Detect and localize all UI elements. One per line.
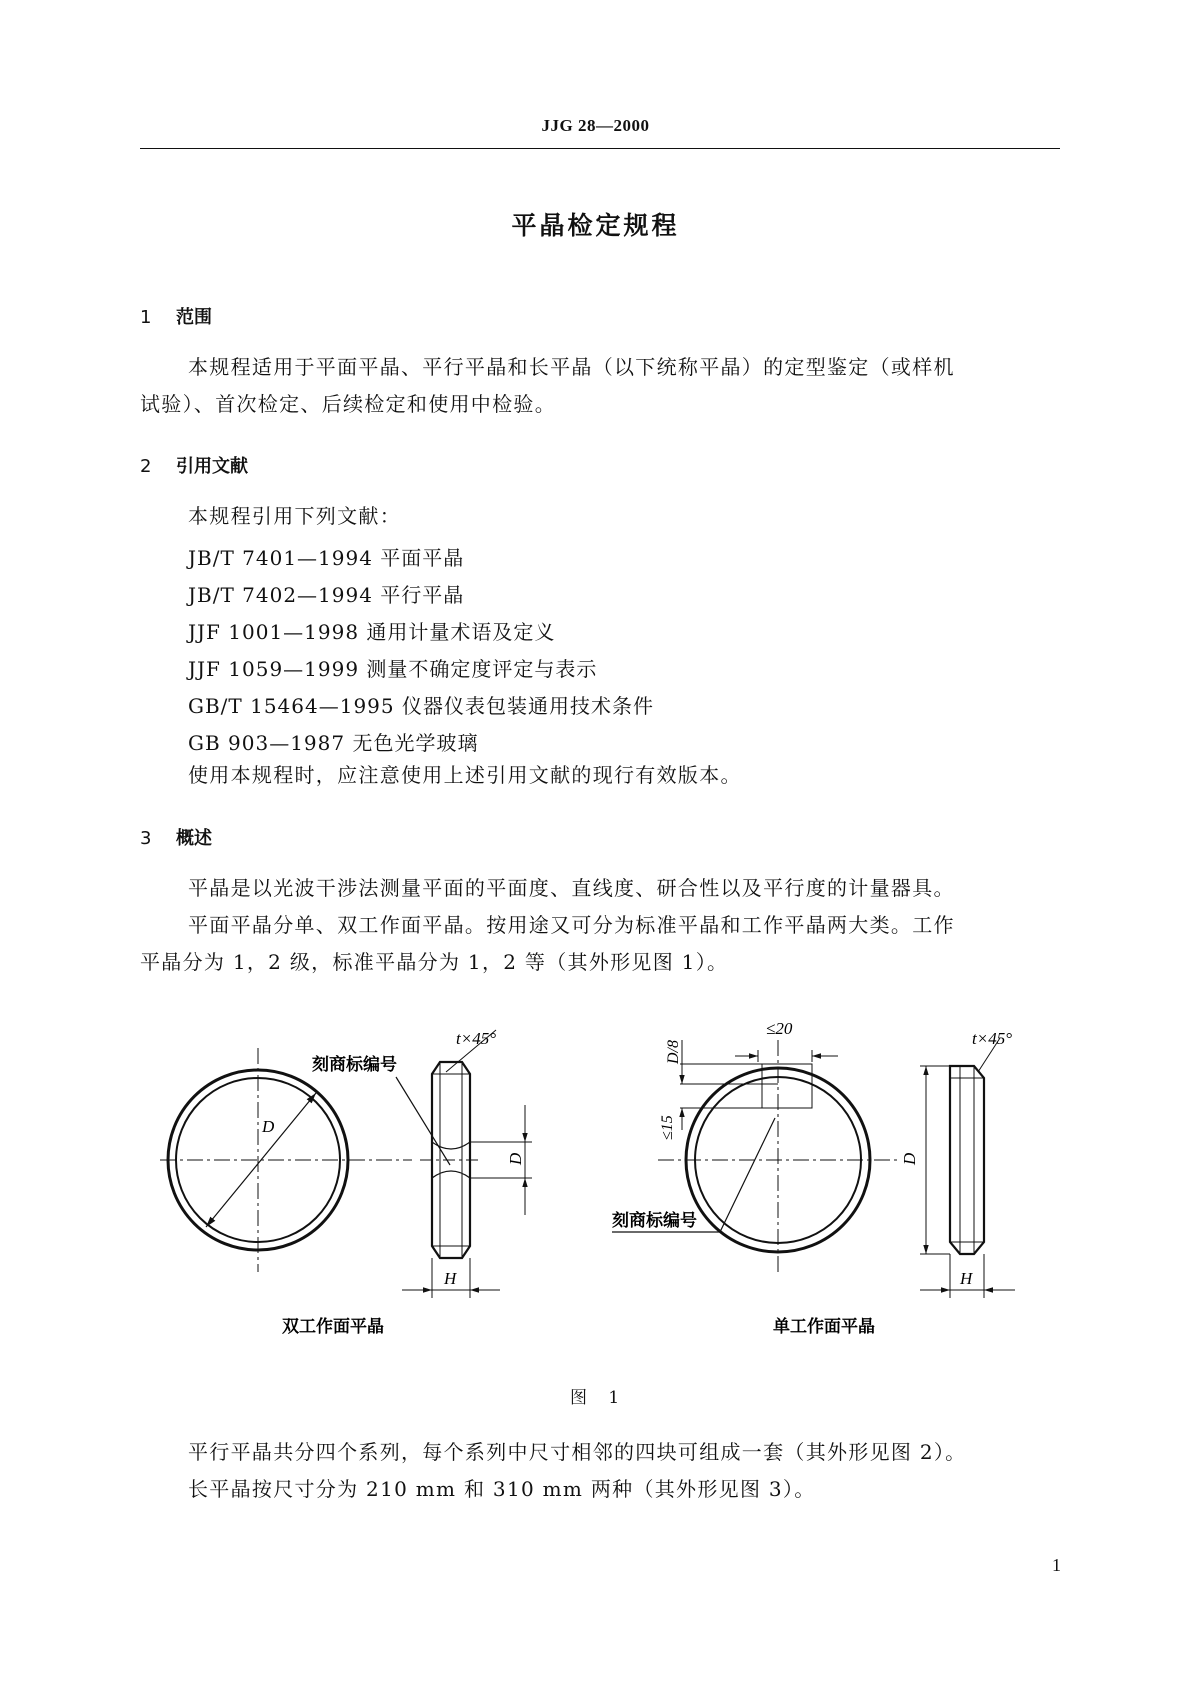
single-flat-side-view: [920, 1038, 1015, 1298]
figure-1-drawing: [0, 1000, 1191, 1340]
trademark-leader: [396, 1077, 450, 1165]
single-flat-front-view: [612, 1040, 898, 1275]
reference-item: JJF 1001—1998 通用计量术语及定义: [188, 620, 556, 644]
paragraph-scope-line1: 本规程适用于平面平晶、平行平晶和长平晶（以下统称平晶）的定型鉴定（或样机: [188, 355, 955, 379]
page-number: 1: [1052, 1555, 1061, 1575]
side-dim-D-label: D: [900, 1152, 919, 1165]
section-number: 3: [140, 828, 152, 849]
trademark-label: 刻商标编号: [312, 1055, 397, 1074]
document-code-header: JJG 28—2000: [541, 116, 650, 135]
dim-H-label: H: [444, 1269, 457, 1288]
reference-item: JJF 1059—1999 测量不确定度评定与表示: [188, 657, 598, 681]
dim-D8-label: D/8: [665, 1040, 682, 1064]
section-1-heading: [140, 303, 212, 329]
chamfer-label: t×45°: [456, 1029, 496, 1048]
trademark-label: 刻商标编号: [612, 1211, 697, 1230]
section-number: 2: [140, 456, 152, 477]
caption-single-flat: 单工作面平晶: [773, 1317, 875, 1336]
header-rule: [140, 148, 1060, 149]
dim-le20-label: ≤20: [766, 1019, 793, 1038]
section-title: 概述: [176, 828, 212, 849]
paragraph-scope-line2: 试验）、首次检定、后续检定和使用中检验。: [140, 392, 556, 416]
page-title: 平晶检定规程: [511, 211, 680, 240]
reference-item: GB 903—1987 无色光学玻璃: [188, 731, 479, 755]
reference-item: GB/T 15464—1995 仪器仪表包装通用技术条件: [188, 694, 654, 718]
caption-double-flat: 双工作面平晶: [282, 1317, 384, 1336]
dim-le15-label: ≤15: [659, 1115, 676, 1140]
figure-1-caption: 图 1: [570, 1388, 628, 1408]
paragraph-overview-4: 长平晶按尺寸分为 210 mm 和 310 mm 两种（其外形见图 3）。: [188, 1477, 816, 1501]
chamfer-label: t×45°: [972, 1029, 1012, 1048]
dim-D-label: D: [262, 1117, 275, 1136]
section-3-heading: [140, 824, 212, 850]
reference-item: JB/T 7402—1994 平行平晶: [188, 583, 465, 607]
paragraph-overview-2-line2: 平晶分为 1，2 级，标准平晶分为 1，2 等（其外形见图 1）。: [140, 950, 729, 974]
paragraph-overview-3: 平行平晶共分四个系列，每个系列中尺寸相邻的四块可组成一套（其外形见图 2）。: [188, 1440, 967, 1464]
paragraph-overview-1: 平晶是以光波干涉法测量平面的平面度、直线度、研合性以及平行度的计量器具。: [188, 876, 955, 900]
references-note: 使用本规程时，应注意使用上述引用文献的现行有效版本。: [188, 763, 742, 787]
paragraph-overview-2-line1: 平面平晶分单、双工作面平晶。按用途又可分为标准平晶和工作平晶两大类。工作: [188, 913, 955, 937]
side-dim-D-label: D: [506, 1152, 525, 1165]
references-intro: 本规程引用下列文献：: [188, 504, 401, 528]
section-2-heading: [140, 452, 248, 478]
reference-item: JB/T 7401—1994 平面平晶: [188, 546, 465, 570]
section-number: 1: [140, 307, 152, 328]
section-title: 引用文献: [176, 456, 248, 477]
dim-H-label: H: [960, 1269, 973, 1288]
section-title: 范围: [176, 307, 212, 328]
double-flat-front-view: [160, 1048, 412, 1272]
